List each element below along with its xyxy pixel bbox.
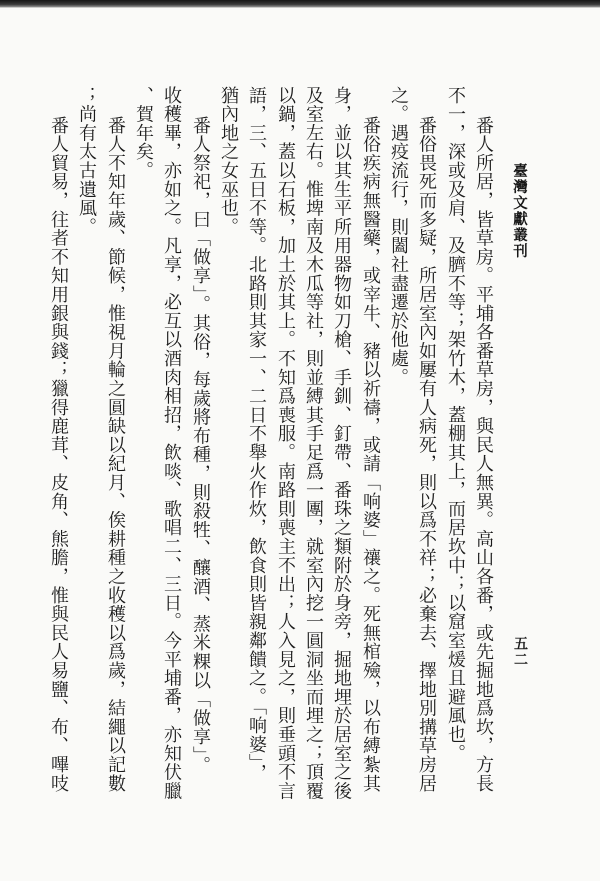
text-column-10: 猶內地之女巫也。 <box>218 86 239 237</box>
page-number: 五二 <box>512 636 528 668</box>
text-column-8: 以鍋，蓋以石板，加土於其上。不知爲喪服。南路則喪主不出；人入見之，則垂頭不言 <box>275 86 296 801</box>
text-column-1: 番人所居，皆草房。平埔各番草房，與民人無異。高山各番，或先掘地爲坎，方長 <box>473 116 494 793</box>
text-column-16: 番人貿易，往者不知用銀與錢；獵得鹿茸、皮角、熊膽，惟與民人易鹽、布、嗶吱 <box>48 116 69 793</box>
text-column-11: 番人祭祀，曰「做享」。其俗，每歲將布種，則殺牲、釀酒、蒸米粿以「做享」。 <box>190 116 211 775</box>
text-column-7: 及室左右。惟埤南及木瓜等社，則並縛其手足爲一團，就室內挖一圓洞坐而埋之；頂覆 <box>303 86 324 801</box>
running-title: 臺灣文獻叢刊 <box>511 163 528 259</box>
text-column-15: ；尚有太古遺風。 <box>76 86 97 237</box>
text-column-14: 番人不知年歲、節候，惟視月輪之圓缺以紀月、俟耕種之收穫以爲歲，結繩以記數 <box>105 116 126 793</box>
text-column-6: 身，並以其生平所用器物如刀槍、手釧、釘帶、番珠之類附於身旁，掘地埋於居室之後 <box>331 86 352 801</box>
text-column-4: 之。遇疫流行，則闔社盡遷於他處。 <box>388 86 409 387</box>
text-column-13: 、賀年矣。 <box>133 86 154 180</box>
text-column-5: 番俗疾病無醫藥，或宰牛、豬以祈禱，或請「响婆」禳之。死無棺殮，以布縛紮其 <box>360 116 381 793</box>
text-column-9: 語，三、五日不等。北路則其家一、二日不舉火作炊，飲食則皆親鄰饋之。「响婆」， <box>246 86 267 783</box>
text-column-12: 收穫畢，亦如之。凡享，必互以酒肉相招，飲啖、歌唱二、三日。今平埔番，亦知伏臘 <box>161 86 182 801</box>
text-column-3: 番俗畏死而多疑，所居室內如屢有人病死，則以爲不祥；必棄去、擇地別搆草房居 <box>416 116 437 793</box>
text-column-2: 不一，深或及肩、及臍不等；架竹木，蓋棚其上，而居坎中；以窟室煖且避風也。 <box>445 86 466 763</box>
